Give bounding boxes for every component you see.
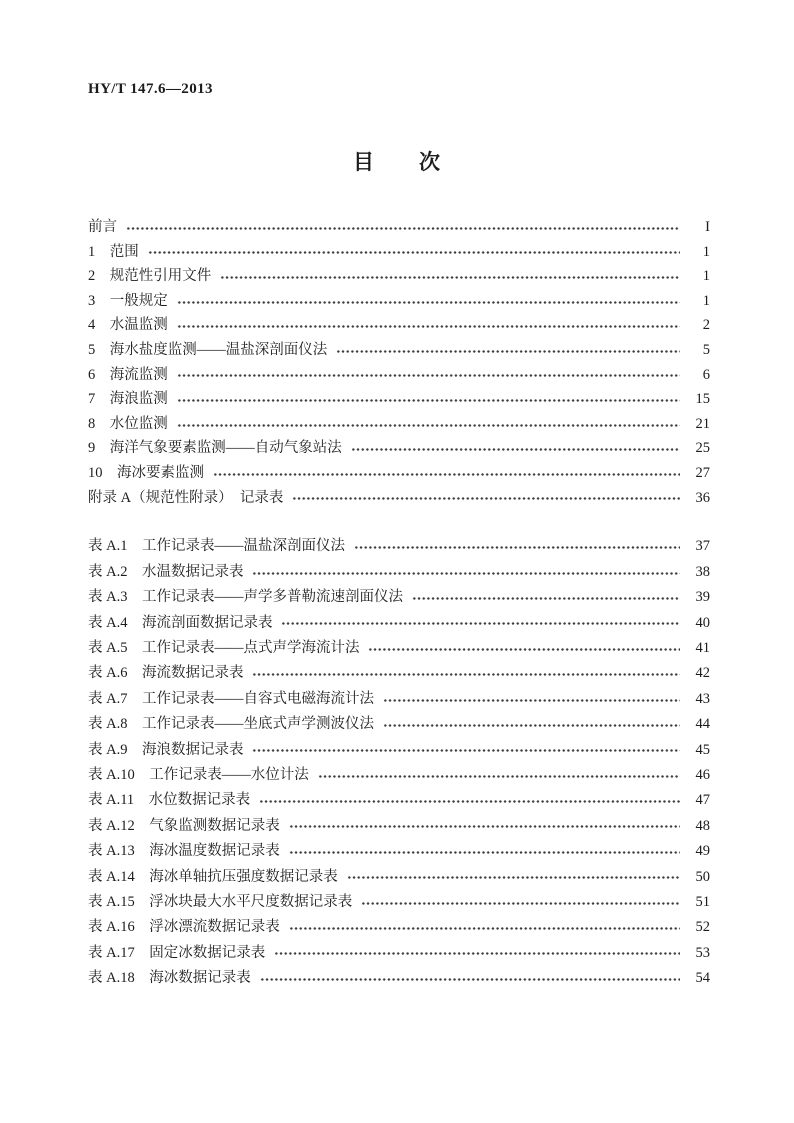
toc-entry-page: 51 <box>695 893 710 910</box>
toc-leader-dots <box>412 593 680 604</box>
toc-leader-dots <box>220 272 680 283</box>
standard-number-header: HY/T 147.6—2013 <box>88 81 213 97</box>
toc-entry <box>88 461 710 486</box>
toc-entry <box>88 686 710 711</box>
toc-entry <box>88 940 710 965</box>
toc-entry-label: 表 A.3 工作记录表——声学多普勒流速剖面仪法 <box>88 589 403 606</box>
toc-entry-label: 表 A.18 海冰数据记录表 <box>88 970 251 987</box>
toc-leader-dots <box>289 923 680 934</box>
toc-entry <box>88 915 710 940</box>
toc-entry <box>88 636 710 661</box>
toc-entry-label: 表 A.13 海冰温度数据记录表 <box>88 843 280 860</box>
toc-entry-page: I <box>705 219 710 236</box>
toc-entry-page: 50 <box>695 868 710 885</box>
toc-leader-dots <box>347 872 680 883</box>
toc-entry-label: 表 A.2 水温数据记录表 <box>88 563 244 580</box>
toc-entry <box>88 486 710 511</box>
toc-leader-dots <box>259 796 680 807</box>
toc-leader-dots <box>177 321 680 332</box>
toc-entry <box>88 313 710 338</box>
toc-entry-label: 7 海浪监测 <box>88 391 168 408</box>
toc-entry-page: 27 <box>695 464 710 481</box>
toc-leader-dots <box>177 395 680 406</box>
toc-leader-dots <box>177 297 680 308</box>
toc-entry <box>88 215 710 240</box>
toc-leader-dots <box>281 618 680 629</box>
page-title: 目 次 <box>353 150 441 174</box>
toc-leader-dots <box>252 568 680 579</box>
toc-entry-page: 21 <box>695 415 710 432</box>
toc-entry-page: 44 <box>695 716 710 733</box>
toc-entry <box>88 966 710 991</box>
toc-entry-label: 2 规范性引用文件 <box>88 268 212 285</box>
toc-entry <box>88 788 710 813</box>
toc-section-list <box>88 215 710 510</box>
toc-entry-page: 15 <box>695 391 710 408</box>
toc-leader-dots <box>213 469 680 480</box>
toc-entry-label: 4 水温监测 <box>88 317 168 334</box>
toc-entry-page: 2 <box>702 317 710 334</box>
toc-entry-label: 10 海冰要素监测 <box>88 464 204 481</box>
toc-entry-page: 41 <box>695 640 710 656</box>
toc-leader-dots <box>126 223 680 234</box>
toc-entry-label: 表 A.9 海浪数据记录表 <box>88 741 244 758</box>
toc-entry-label: 1 范围 <box>88 243 139 260</box>
toc-entry-label: 9 海洋气象要素监测——自动气象站法 <box>88 440 342 457</box>
toc-entry-page: 48 <box>695 817 710 834</box>
toc-entry-page: 37 <box>695 538 710 555</box>
toc-entry-label: 表 A.6 海流数据记录表 <box>88 665 244 682</box>
toc-leader-dots <box>177 370 680 381</box>
toc-entry-label: 表 A.17 固定冰数据记录表 <box>88 944 266 961</box>
toc-entry-label: 表 A.8 工作记录表——坐底式声学测波仪法 <box>88 716 374 733</box>
toc-entry-page: 47 <box>695 792 710 809</box>
toc-entry-label: 表 A.14 海冰单轴抗压强度数据记录表 <box>88 868 338 885</box>
toc-entry-label: 表 A.15 浮冰块最大水平尺度数据记录表 <box>88 893 353 910</box>
toc-entry-page: 46 <box>695 766 710 783</box>
toc-entry <box>88 264 710 289</box>
toc-entry-label: 表 A.4 海流剖面数据记录表 <box>88 614 273 631</box>
toc-entry-label: 表 A.16 浮冰漂流数据记录表 <box>88 919 280 936</box>
toc-entry-page: 42 <box>695 665 710 682</box>
toc-entry <box>88 534 710 559</box>
toc-entry-page: 45 <box>695 741 710 758</box>
toc-leader-dots <box>177 420 680 431</box>
toc-entry-page: 1 <box>702 268 710 285</box>
toc-table-list <box>88 534 710 991</box>
toc-entry-label: 表 A.10 工作记录表——水位计法 <box>88 766 309 783</box>
toc-entry <box>88 559 710 584</box>
toc-entry-page: 52 <box>695 919 710 936</box>
toc-entry <box>88 412 710 437</box>
toc-entry-label: 表 A.5 工作记录表——点式声学海流计法 <box>88 640 360 656</box>
toc-leader-dots <box>148 247 680 258</box>
toc-entry-page: 1 <box>702 292 710 309</box>
toc-entry <box>88 436 710 461</box>
toc-entry-page: 54 <box>695 970 710 987</box>
toc-entry <box>88 889 710 914</box>
toc-entry <box>88 240 710 265</box>
toc-entry-page: 38 <box>695 563 710 580</box>
toc-entry <box>88 839 710 864</box>
toc-entry-label: 5 海水盐度监测——温盐深剖面仪法 <box>88 342 328 359</box>
toc-entry-label: 附录 A（规范性附录） 记录表 <box>88 489 284 506</box>
toc-entry-label: 表 A.7 工作记录表——自容式电磁海流计法 <box>88 690 374 707</box>
toc-entry-page: 5 <box>702 342 710 359</box>
toc-leader-dots <box>351 444 680 455</box>
toc-entry-page: 39 <box>695 589 710 606</box>
toc-entry-label: 6 海流监测 <box>88 366 168 383</box>
toc-entry <box>88 363 710 388</box>
toc-entry <box>88 289 710 314</box>
toc-entry-page: 1 <box>702 243 710 260</box>
toc-entry-page: 43 <box>695 690 710 707</box>
toc-leader-dots <box>336 346 680 357</box>
toc-leader-dots <box>383 695 680 706</box>
toc-entry-page: 49 <box>695 843 710 860</box>
toc-entry <box>88 813 710 838</box>
toc-leader-dots <box>361 898 680 909</box>
toc-entry-label: 表 A.1 工作记录表——温盐深剖面仪法 <box>88 538 345 555</box>
toc-leader-dots <box>292 493 680 504</box>
toc-entry <box>88 338 710 363</box>
toc-entry-page: 53 <box>695 944 710 961</box>
toc-entry <box>88 763 710 788</box>
toc-leader-dots <box>260 974 680 985</box>
toc-leader-dots <box>383 720 680 731</box>
toc-entry <box>88 610 710 635</box>
toc-leader-dots <box>252 745 680 756</box>
toc-leader-dots <box>289 821 680 832</box>
toc-entry-label: 前言 <box>88 219 117 236</box>
toc-entry-page: 25 <box>695 440 710 457</box>
toc-entry <box>88 712 710 737</box>
toc-entry-label: 8 水位监测 <box>88 415 168 432</box>
toc-leader-dots <box>368 644 680 655</box>
toc-entry-page: 36 <box>695 489 710 506</box>
toc-entry-page: 40 <box>695 614 710 631</box>
toc-leader-dots <box>274 948 680 959</box>
toc-leader-dots <box>354 542 680 553</box>
toc-entry <box>88 585 710 610</box>
toc-entry-page: 6 <box>702 366 710 383</box>
toc-entry <box>88 661 710 686</box>
toc-entry-label: 表 A.12 气象监测数据记录表 <box>88 817 280 834</box>
toc-leader-dots <box>318 771 680 782</box>
toc-leader-dots <box>252 669 680 680</box>
toc-entry-label: 表 A.11 水位数据记录表 <box>88 792 251 809</box>
toc-entry <box>88 387 710 412</box>
toc-entry-label: 3 一般规定 <box>88 292 168 309</box>
toc-leader-dots <box>289 847 680 858</box>
toc-entry <box>88 737 710 762</box>
toc-entry <box>88 864 710 889</box>
